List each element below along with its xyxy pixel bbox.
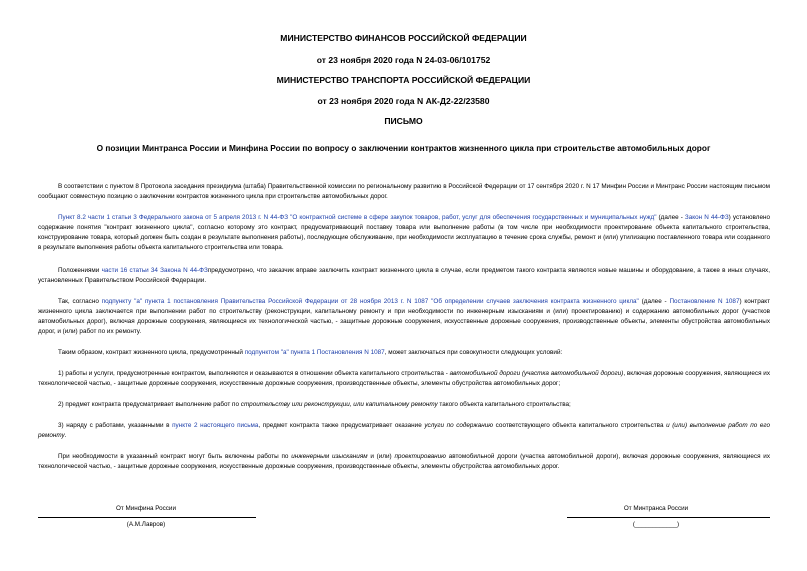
law-44fz-link[interactable]: Закон N 44-ФЗ	[684, 214, 729, 221]
final-text-c: автомобильной дороги (участка автомобильной дороги), включая дорожные сооружения, являющиеся их технологической частью, - защитные дорожные сооружения, искусственные дорожные сооружения, производственные объекты, элементы обустройства автомобильных дорог.	[38, 453, 770, 470]
condition-3-italic-a: услуги по содержанию	[424, 422, 494, 429]
paragraph-2-text-b: ) установлено содержание понятия "контракт жизненного цикла", согласно которому это контракт, предусматривающий поставку товара или выполнение работы (в том числе при необходимости проектирование объекта капитального строительства, конструирование товара, который должен быть создан в результате выполнения работы), последующие обслуживание, при необходимости эксплуатацию в течение срока службы, ремонт и (или) утилизацию поставленного товара или созданного в результате выполнения работы объекта капитального строительства или товара.	[38, 214, 771, 251]
paragraph-5	[38, 348, 770, 358]
part-16-article-34-link[interactable]: части 16 статьи 34 Закона N 44-ФЗ	[101, 267, 208, 274]
paragraph-condition-1	[38, 369, 770, 389]
final-text-a: При необходимости в указанный контракт могут быть включены работы по	[58, 453, 292, 460]
condition-1-text-a: 1) работы и услуги, предусмотренные контрактом, выполняются и оказываются в отношении объекта капитального строительства -	[58, 370, 450, 377]
paragraph-4-text-c: ) контракт жизненного цикла заключается при выполнении работ по строительству (реконструкции, капитальному ремонту и при необходимости по инженерным изысканиям и (или) проектированию) и содержанию автомобильных дорог (участков автомобильных дорог), включая дорожные сооружения, являющиеся их технологической частью, - защитные дорожные сооружения, искусственные дорожные сооружения, производственные объекты, элементы обустройства автомобильных дорог, и (или) работ по их ремонту.	[38, 298, 771, 335]
condition-2-text-b: такого объекта капитального строительства;	[437, 401, 571, 408]
paragraph-5-text-a: Таким образом, контракт жизненного цикла, предусмотренный	[58, 349, 245, 356]
item-2-of-letter-link[interactable]: пункте 2 настоящего письма	[172, 422, 259, 429]
final-italic-b: проектированию	[394, 453, 446, 460]
condition-2-italic: строительству или реконструкции, или капитальному ремонту	[240, 401, 438, 408]
condition-2-text-a: 2) предмет контракта предусматривает выполнение работ по	[58, 401, 241, 408]
resolution-1087-subpoint-link[interactable]: подпункту "а" пункта 1 постановления Правительства Российской Федерации от 28 ноября 2013 г. N 1087 "Об определении случаев заключения контракта жизненного цикла"	[101, 298, 639, 305]
condition-1-italic: автомобильной дороги (участка автомобильной дороги)	[449, 370, 624, 377]
final-text-b: и (или)	[367, 453, 395, 460]
resolution-1087-link[interactable]: Постановление N 1087	[669, 298, 740, 305]
paragraph-3-text-b: предусмотрено, что заказчик вправе заключить контракт жизненного цикла в случае, если предметом такого контракта являются новые машины и оборудование, а также в иных случаях, установленных Правительством Российской Федерации.	[38, 267, 770, 284]
ministry-transport-heading: МИНИСТЕРСТВО ТРАНСПОРТА РОССИЙСКОЙ ФЕДЕРАЦИИ	[276, 75, 531, 85]
paragraph-3	[38, 266, 770, 286]
paragraph-4-text-b: (далее -	[638, 298, 670, 305]
condition-1-text-b: , включая дорожные сооружения, являющиеся их технологической частью, - защитные дорожные сооружения, искусственные дорожные сооружения, производственные объекты, элементы обустройства автомобильных дорог;	[38, 370, 770, 387]
paragraph-4	[38, 297, 770, 337]
paragraph-5-text-b: , может заключаться при совокупности следующих условий:	[384, 349, 563, 356]
paragraph-4-text-a: Так, согласно	[58, 298, 102, 305]
condition-3-italic-b: и (или) выполнение работ по его ремонту	[38, 422, 770, 439]
condition-3-text-a: 3) наряду с работами, указанными в	[58, 422, 173, 429]
resolution-1087-subpoint-a-link[interactable]: подпунктом "а" пункта 1 Постановления N 1087	[244, 349, 385, 356]
paragraph-2-text-a: (далее -	[656, 214, 685, 221]
paragraph-final	[38, 452, 770, 472]
paragraph-condition-3	[38, 421, 770, 441]
right-signature-line	[567, 517, 770, 518]
paragraph-1-text: В соответствии с пунктом 8 Протокола заседания президиума (штаба) Правительственной комиссии по региональному развитию в Российской Федерации от 17 сентября 2020 г. N 17 Минфин России и Минтранс России настоящим письмом сообщают совместную позицию о заключении контрактов жизненного цикла при строительстве автомобильных дорог.	[38, 183, 770, 200]
condition-3-text-d: .	[64, 432, 67, 439]
document-subject: О позиции Минтранса России и Минфина России по вопросу о заключении контрактов жизненного цикла при строительстве автомобильных дорог	[96, 143, 711, 153]
right-signatory-org: От Минтранса России	[623, 505, 689, 512]
ministry-finance-heading: МИНИСТЕРСТВО ФИНАНСОВ РОССИЙСКОЙ ФЕДЕРАЦИИ	[280, 33, 527, 43]
final-italic-a: инженерным изысканиям	[291, 453, 368, 460]
left-signatory-org: От Минфина России	[116, 505, 176, 512]
paragraph-condition-2	[38, 400, 770, 410]
finance-letter-date: от 23 ноября 2020 года N 24-03-06/101752	[316, 55, 491, 65]
left-signatory-name: (А.М.Лавров)	[126, 521, 166, 528]
paragraph-1	[38, 182, 770, 202]
transport-letter-date: от 23 ноября 2020 года N АК-Д2-22/23580	[317, 96, 490, 106]
paragraph-2	[38, 213, 770, 253]
condition-3-text-c: соответствующего объекта капитального строительства	[493, 422, 667, 429]
document-type: ПИСЬМО	[384, 116, 423, 126]
right-signatory-name: (____________)	[632, 521, 680, 528]
left-signature-line	[38, 517, 256, 518]
law-44fz-article-link[interactable]: Пункт 8.2 части 1 статьи 3 Федерального закона от 5 апреля 2013 г. N 44-ФЗ "О контрактной системе в сфере закупок товаров, работ, услуг для обеспечения государственных и муниципальных нужд"	[58, 214, 657, 221]
paragraph-3-text-a: Положениями	[58, 267, 102, 274]
condition-3-text-b: , предмет контракта также предусматривает оказание	[258, 422, 425, 429]
